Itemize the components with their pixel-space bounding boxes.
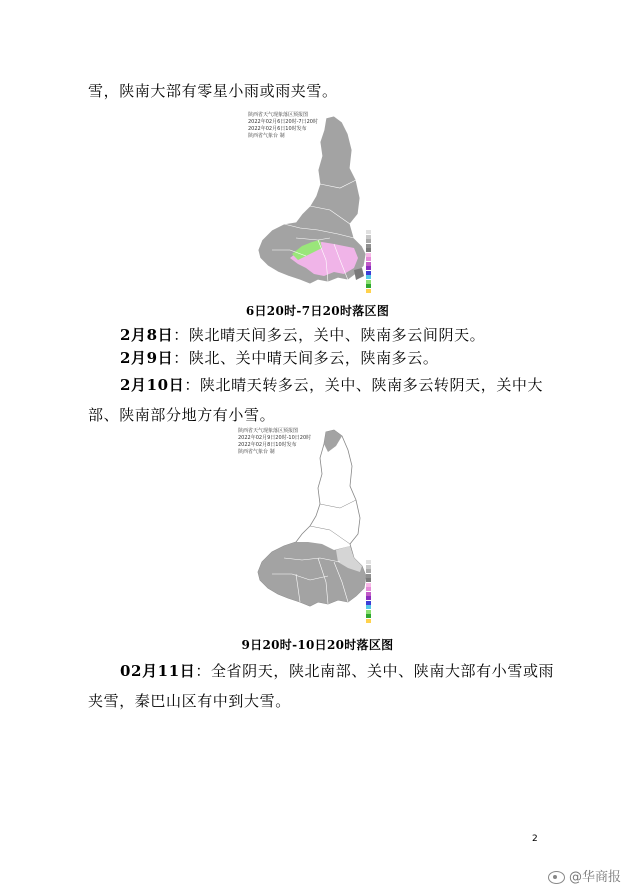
paragraph-feb8: 2月8日：陕北晴天间多云，关中、陕南多云间阴天。 bbox=[120, 326, 486, 344]
map-1-caption: 6日20时-7日20时落区图 bbox=[245, 304, 390, 318]
paragraph-feb10: 2月10日：陕北晴天转多云，关中、陕南多云转阴天，关中大部、陕南部分地方有小雪。 bbox=[88, 376, 544, 424]
paragraph-feb11: 02月11日：全省阴天，陕北南部、关中、陕南大部有小雪或雨夹雪，秦巴山区有中到大雪。 bbox=[88, 662, 555, 710]
forecast-map-1 bbox=[230, 110, 390, 295]
paragraph-feb9: 2月9日：陕北、关中晴天间多云，陕南多云。 bbox=[120, 349, 439, 367]
page-number: 2 bbox=[532, 834, 538, 844]
weibo-icon bbox=[548, 871, 565, 884]
forecast-map-2 bbox=[230, 424, 390, 624]
map-2-legend bbox=[366, 560, 371, 623]
dark-area bbox=[354, 268, 364, 280]
map-2-header: 陕西省天气现象落区预报图 2022年02月9日20时-10日20时 2022年02月8日10时发布 陕西省气象台 制 bbox=[238, 428, 312, 455]
paragraph-feb7-continued: 雪，陕南大部有零星小雨或雨夹雪。 bbox=[88, 82, 338, 100]
watermark: @华商报 bbox=[548, 866, 621, 885]
map-1-legend bbox=[366, 230, 371, 293]
map-2-caption: 9日20时-10日20时落区图 bbox=[241, 638, 394, 652]
map-1-header: 陕西省天气现象落区预报图 2022年02月6日20时-7日20时 2022年02月6日10时发布 陕西省气象台 制 bbox=[248, 112, 318, 139]
